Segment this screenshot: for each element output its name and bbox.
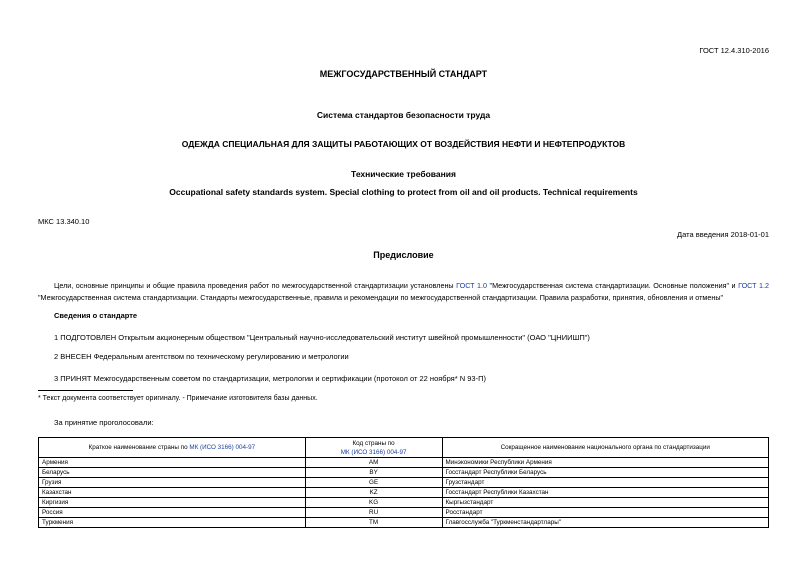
code-cell: TM — [305, 518, 442, 528]
subtitle-tech: Технические требования — [351, 169, 456, 179]
country-cell: Грузия — [39, 478, 306, 488]
country-cell: Армения — [39, 458, 306, 468]
document-code: ГОСТ 12.4.310-2016 — [699, 46, 769, 55]
preface-text-b: "Межгосударственная система стандартизации. Основные положения" и — [487, 281, 739, 290]
body-cell: Госстандарт Республики Беларусь — [442, 468, 768, 478]
document-title: ОДЕЖДА СПЕЦИАЛЬНАЯ ДЛЯ ЗАЩИТЫ РАБОТАЮЩИХ ОТ ВОЗДЕЙСТВИЯ НЕФТИ И НЕФТЕПРОДУКТОВ — [181, 139, 626, 149]
body-cell: Росстандарт — [442, 508, 768, 518]
info-item-submitted: 2 ВНЕСЕН Федеральным агентством по техническому регулированию и метрологии — [54, 352, 349, 361]
mk-iso-code-link[interactable]: МК (ИСО 3166) 004-97 — [340, 448, 407, 456]
system-heading: Система стандартов безопасности труда — [316, 110, 491, 120]
voted-label: За принятие проголосовали: — [54, 418, 154, 427]
info-item-adopted: 3 ПРИНЯТ Межгосударственным советом по стандартизации, метрологии и сертификации (протокол от 22 ноября* N 93-П) — [54, 374, 486, 383]
code-cell: AM — [305, 458, 442, 468]
table-row — [39, 458, 769, 468]
gost-1-0-link[interactable]: ГОСТ 1.0 — [456, 281, 488, 290]
table-row — [39, 498, 769, 508]
standard-info-heading: Сведения о стандарте — [54, 311, 138, 320]
countries-table — [38, 437, 769, 528]
country-cell: Туркмения — [39, 518, 306, 528]
country-cell: Казахстан — [39, 488, 306, 498]
main-heading: МЕЖГОСУДАРСТВЕННЫЙ СТАНДАРТ — [319, 69, 488, 79]
table-header-row — [39, 438, 769, 458]
english-title: Occupational safety standards system. Special clothing to protect from oil and oil products. Technical requirements — [169, 187, 638, 197]
gost-1-2-link[interactable]: ГОСТ 1.2 — [738, 281, 769, 290]
header-country-name: Краткое наименование страны по МК (ИСО 3166) 004-97 — [39, 438, 306, 458]
table-row — [39, 468, 769, 478]
preface-text-c: "Межгосударственная система стандартизации. Стандарты межгосударственные, правила и рекомендации по межгосударственной стандартизации. Правила разработки, принятия, обновления и отмены" — [38, 293, 724, 302]
table-row — [39, 488, 769, 498]
body-cell: Минэкономики Республики Армения — [442, 458, 768, 468]
preface-heading: Предисловие — [373, 250, 434, 260]
code-cell: KZ — [305, 488, 442, 498]
country-cell: Киргизия — [39, 498, 306, 508]
mk-iso-link[interactable]: МК (ИСО 3166) 004-97 — [189, 444, 256, 451]
body-cell: Госстандарт Республики Казахстан — [442, 488, 768, 498]
code-cell: GE — [305, 478, 442, 488]
body-cell: Главгосслужба "Туркменстандартлары" — [442, 518, 768, 528]
preface-paragraph — [38, 280, 769, 304]
table-row — [39, 478, 769, 488]
code-cell: BY — [305, 468, 442, 478]
footnote-text: * Текст документа соответствует оригиналу. - Примечание изготовителя базы данных. — [38, 395, 318, 402]
body-cell: Грузстандарт — [442, 478, 768, 488]
code-cell: RU — [305, 508, 442, 518]
mks-code: МКС 13.340.10 — [38, 217, 90, 226]
body-cell: Кыргызстандарт — [442, 498, 768, 508]
info-item-prepared: 1 ПОДГОТОВЛЕН Открытым акционерным обществом "Центральный научно-исследовательский институт швейной промышленности" (ОАО "ЦНИИШП") — [54, 333, 590, 342]
table-row — [39, 518, 769, 528]
code-cell: KG — [305, 498, 442, 508]
header-national-body: Сокращенное наименование национального органа по стандартизации — [442, 438, 768, 458]
footnote-divider — [38, 390, 133, 391]
table-row — [39, 508, 769, 518]
country-cell: Беларусь — [39, 468, 306, 478]
header-country-code: Код страны по МК (ИСО 3166) 004-97 — [305, 438, 442, 458]
preface-text-a: Цели, основные принципы и общие правила проведения работ по межгосударственной стандартизации установлены — [54, 281, 457, 290]
intro-date: Дата введения 2018-01-01 — [677, 230, 769, 239]
country-cell: Россия — [39, 508, 306, 518]
